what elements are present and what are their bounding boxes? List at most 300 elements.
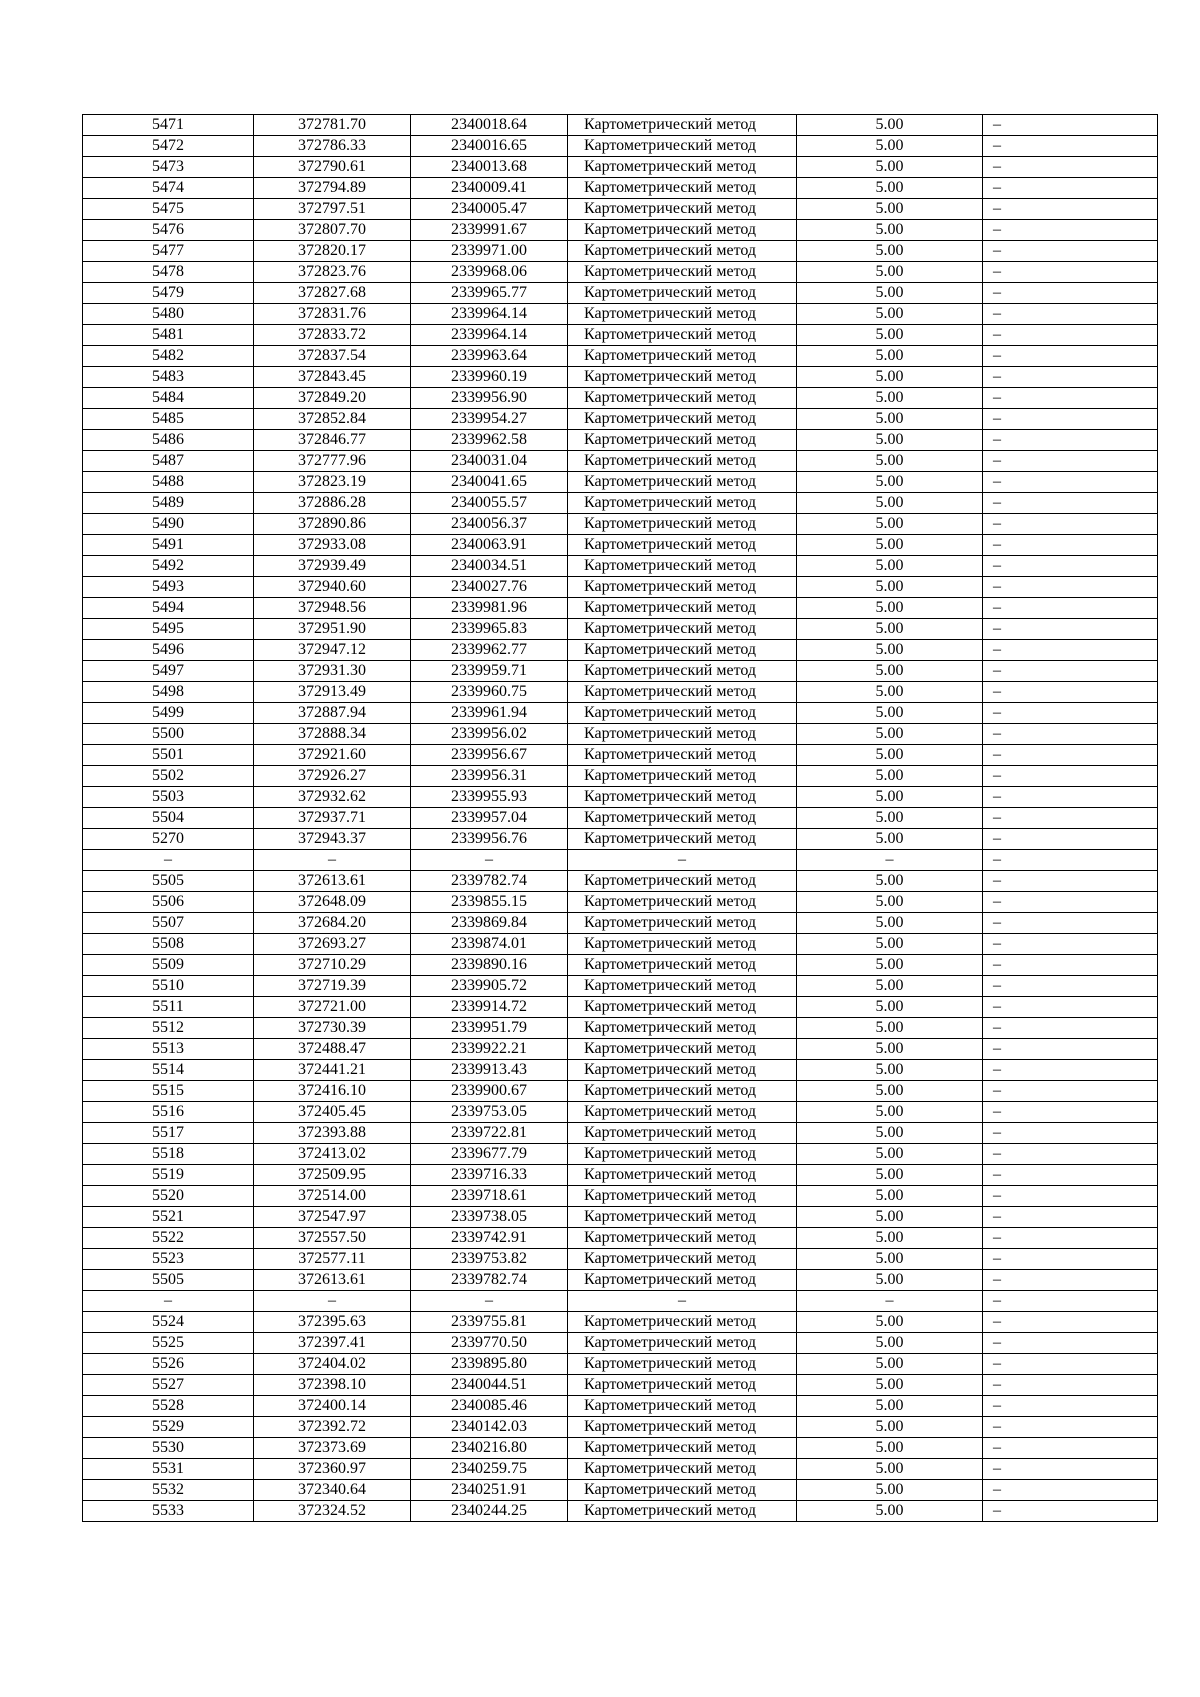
description-cell: –: [983, 577, 1158, 598]
x-coordinate-cell: 372943.37: [254, 829, 411, 850]
accuracy-cell: 5.00: [797, 598, 983, 619]
y-coordinate-cell: 2339914.72: [411, 997, 568, 1018]
method-cell: Картометрический метод: [568, 1312, 797, 1333]
accuracy-cell: 5.00: [797, 1039, 983, 1060]
table-row: [83, 577, 1158, 598]
accuracy-cell: 5.00: [797, 724, 983, 745]
x-coordinate-cell: 372823.76: [254, 262, 411, 283]
accuracy-cell: 5.00: [797, 325, 983, 346]
description-cell: –: [983, 1144, 1158, 1165]
accuracy-cell: 5.00: [797, 1438, 983, 1459]
point-number-cell: 5521: [83, 1207, 254, 1228]
point-number-cell: 5505: [83, 871, 254, 892]
point-number-cell: 5478: [83, 262, 254, 283]
point-number-cell: 5477: [83, 241, 254, 262]
y-coordinate-cell: 2339965.77: [411, 283, 568, 304]
method-cell: Картометрический метод: [568, 955, 797, 976]
method-cell: Картометрический метод: [568, 1081, 797, 1102]
x-coordinate-cell: 372488.47: [254, 1039, 411, 1060]
description-cell: –: [983, 1018, 1158, 1039]
accuracy-cell: 5.00: [797, 787, 983, 808]
method-cell: Картометрический метод: [568, 535, 797, 556]
x-coordinate-cell: 372843.45: [254, 367, 411, 388]
table-row: [83, 1228, 1158, 1249]
y-coordinate-cell: 2339753.82: [411, 1249, 568, 1270]
point-number-cell: 5510: [83, 976, 254, 997]
x-coordinate-cell: 372710.29: [254, 955, 411, 976]
y-coordinate-cell: 2339971.00: [411, 241, 568, 262]
accuracy-cell: 5.00: [797, 1060, 983, 1081]
accuracy-cell: 5.00: [797, 829, 983, 850]
accuracy-cell: 5.00: [797, 1501, 983, 1522]
table-row: [83, 1018, 1158, 1039]
description-cell: –: [983, 871, 1158, 892]
table-row: [83, 955, 1158, 976]
description-cell: –: [983, 241, 1158, 262]
accuracy-cell: 5.00: [797, 577, 983, 598]
x-coordinate-cell: 372514.00: [254, 1186, 411, 1207]
point-number-cell: 5493: [83, 577, 254, 598]
point-number-cell: 5498: [83, 682, 254, 703]
x-coordinate-cell: 372557.50: [254, 1228, 411, 1249]
point-number-cell: 5517: [83, 1123, 254, 1144]
x-coordinate-cell: 372648.09: [254, 892, 411, 913]
x-coordinate-cell: 372777.96: [254, 451, 411, 472]
y-coordinate-cell: 2340009.41: [411, 178, 568, 199]
y-coordinate-cell: 2339716.33: [411, 1165, 568, 1186]
y-coordinate-cell: 2340056.37: [411, 514, 568, 535]
method-cell: Картометрический метод: [568, 703, 797, 724]
x-coordinate-cell: 372833.72: [254, 325, 411, 346]
x-coordinate-cell: 372404.02: [254, 1354, 411, 1375]
point-number-cell: 5482: [83, 346, 254, 367]
point-number-cell: 5488: [83, 472, 254, 493]
point-number-cell: –: [83, 1291, 254, 1312]
method-cell: Картометрический метод: [568, 1396, 797, 1417]
method-cell: Картометрический метод: [568, 682, 797, 703]
accuracy-cell: 5.00: [797, 178, 983, 199]
x-coordinate-cell: 372846.77: [254, 430, 411, 451]
accuracy-cell: 5.00: [797, 493, 983, 514]
description-cell: –: [983, 913, 1158, 934]
point-number-cell: 5474: [83, 178, 254, 199]
y-coordinate-cell: 2339782.74: [411, 871, 568, 892]
accuracy-cell: 5.00: [797, 1144, 983, 1165]
table-row: [83, 535, 1158, 556]
table-row: [83, 724, 1158, 745]
x-coordinate-cell: 372939.49: [254, 556, 411, 577]
point-number-cell: 5490: [83, 514, 254, 535]
method-cell: Картометрический метод: [568, 1207, 797, 1228]
x-coordinate-cell: 372577.11: [254, 1249, 411, 1270]
table-row: [83, 1312, 1158, 1333]
table-row: [83, 913, 1158, 934]
description-cell: –: [983, 1123, 1158, 1144]
method-cell: Картометрический метод: [568, 1186, 797, 1207]
method-cell: Картометрический метод: [568, 1270, 797, 1291]
x-coordinate-cell: 372395.63: [254, 1312, 411, 1333]
description-cell: –: [983, 1396, 1158, 1417]
method-cell: Картометрический метод: [568, 556, 797, 577]
table-row: [83, 430, 1158, 451]
point-number-cell: 5531: [83, 1459, 254, 1480]
point-number-cell: 5501: [83, 745, 254, 766]
y-coordinate-cell: 2339968.06: [411, 262, 568, 283]
description-cell: –: [983, 220, 1158, 241]
point-number-cell: 5475: [83, 199, 254, 220]
description-cell: –: [983, 1375, 1158, 1396]
y-coordinate-cell: 2340063.91: [411, 535, 568, 556]
point-number-cell: 5518: [83, 1144, 254, 1165]
accuracy-cell: 5.00: [797, 1312, 983, 1333]
description-cell: –: [983, 325, 1158, 346]
y-coordinate-cell: 2339956.31: [411, 766, 568, 787]
point-number-cell: 5515: [83, 1081, 254, 1102]
description-cell: –: [983, 1165, 1158, 1186]
y-coordinate-cell: 2340251.91: [411, 1480, 568, 1501]
accuracy-cell: 5.00: [797, 1333, 983, 1354]
method-cell: Картометрический метод: [568, 577, 797, 598]
method-cell: Картометрический метод: [568, 178, 797, 199]
x-coordinate-cell: 372613.61: [254, 871, 411, 892]
point-number-cell: 5512: [83, 1018, 254, 1039]
x-coordinate-cell: 372797.51: [254, 199, 411, 220]
accuracy-cell: –: [797, 1291, 983, 1312]
table-row: [83, 1501, 1158, 1522]
y-coordinate-cell: 2339964.14: [411, 304, 568, 325]
table-row: [83, 787, 1158, 808]
table-row: [83, 1333, 1158, 1354]
method-cell: Картометрический метод: [568, 1459, 797, 1480]
description-cell: –: [983, 262, 1158, 283]
y-coordinate-cell: 2339677.79: [411, 1144, 568, 1165]
description-cell: –: [983, 850, 1158, 871]
accuracy-cell: 5.00: [797, 283, 983, 304]
method-cell: Картометрический метод: [568, 913, 797, 934]
method-cell: Картометрический метод: [568, 1060, 797, 1081]
accuracy-cell: 5.00: [797, 1102, 983, 1123]
x-coordinate-cell: 372951.90: [254, 619, 411, 640]
point-number-cell: 5500: [83, 724, 254, 745]
table-row: [83, 346, 1158, 367]
y-coordinate-cell: 2339965.83: [411, 619, 568, 640]
x-coordinate-cell: 372837.54: [254, 346, 411, 367]
table-row: [83, 136, 1158, 157]
method-cell: Картометрический метод: [568, 976, 797, 997]
method-cell: Картометрический метод: [568, 934, 797, 955]
point-number-cell: 5505: [83, 1270, 254, 1291]
description-cell: –: [983, 1102, 1158, 1123]
y-coordinate-cell: –: [411, 850, 568, 871]
table-row: [83, 829, 1158, 850]
point-number-cell: 5495: [83, 619, 254, 640]
accuracy-cell: 5.00: [797, 661, 983, 682]
x-coordinate-cell: 372400.14: [254, 1396, 411, 1417]
accuracy-cell: 5.00: [797, 1417, 983, 1438]
y-coordinate-cell: 2339954.27: [411, 409, 568, 430]
y-coordinate-cell: 2339962.58: [411, 430, 568, 451]
x-coordinate-cell: 372721.00: [254, 997, 411, 1018]
description-cell: –: [983, 787, 1158, 808]
description-cell: –: [983, 304, 1158, 325]
point-number-cell: 5528: [83, 1396, 254, 1417]
x-coordinate-cell: 372397.41: [254, 1333, 411, 1354]
point-number-cell: 5524: [83, 1312, 254, 1333]
table-row: [83, 1270, 1158, 1291]
x-coordinate-cell: 372373.69: [254, 1438, 411, 1459]
method-cell: Картометрический метод: [568, 787, 797, 808]
accuracy-cell: 5.00: [797, 1375, 983, 1396]
table-row: [83, 850, 1158, 871]
x-coordinate-cell: 372940.60: [254, 577, 411, 598]
accuracy-cell: 5.00: [797, 157, 983, 178]
y-coordinate-cell: 2339956.67: [411, 745, 568, 766]
description-cell: –: [983, 640, 1158, 661]
description-cell: –: [983, 976, 1158, 997]
description-cell: –: [983, 1270, 1158, 1291]
x-coordinate-cell: 372786.33: [254, 136, 411, 157]
point-number-cell: 5492: [83, 556, 254, 577]
table-row: [83, 304, 1158, 325]
description-cell: –: [983, 115, 1158, 136]
x-coordinate-cell: 372719.39: [254, 976, 411, 997]
point-number-cell: 5520: [83, 1186, 254, 1207]
x-coordinate-cell: 372926.27: [254, 766, 411, 787]
accuracy-cell: 5.00: [797, 892, 983, 913]
method-cell: Картометрический метод: [568, 745, 797, 766]
method-cell: Картометрический метод: [568, 766, 797, 787]
y-coordinate-cell: 2340055.57: [411, 493, 568, 514]
description-cell: –: [983, 682, 1158, 703]
table-row: [83, 409, 1158, 430]
description-cell: –: [983, 703, 1158, 724]
description-cell: –: [983, 1060, 1158, 1081]
table-row: [83, 1438, 1158, 1459]
y-coordinate-cell: 2340244.25: [411, 1501, 568, 1522]
accuracy-cell: 5.00: [797, 745, 983, 766]
description-cell: –: [983, 346, 1158, 367]
coordinates-table: [82, 114, 1158, 1522]
y-coordinate-cell: 2339991.67: [411, 220, 568, 241]
accuracy-cell: 5.00: [797, 136, 983, 157]
table-row: [83, 514, 1158, 535]
method-cell: Картометрический метод: [568, 367, 797, 388]
table-row: [83, 1249, 1158, 1270]
table-row: [83, 598, 1158, 619]
y-coordinate-cell: 2339956.02: [411, 724, 568, 745]
method-cell: Картометрический метод: [568, 115, 797, 136]
table-row: [83, 1207, 1158, 1228]
point-number-cell: 5519: [83, 1165, 254, 1186]
y-coordinate-cell: 2340031.04: [411, 451, 568, 472]
method-cell: Картометрический метод: [568, 136, 797, 157]
y-coordinate-cell: 2339755.81: [411, 1312, 568, 1333]
point-number-cell: 5489: [83, 493, 254, 514]
y-coordinate-cell: 2339895.80: [411, 1354, 568, 1375]
point-number-cell: 5532: [83, 1480, 254, 1501]
description-cell: –: [983, 157, 1158, 178]
point-number-cell: 5480: [83, 304, 254, 325]
description-cell: –: [983, 1207, 1158, 1228]
method-cell: Картометрический метод: [568, 997, 797, 1018]
point-number-cell: 5479: [83, 283, 254, 304]
point-number-cell: 5496: [83, 640, 254, 661]
accuracy-cell: 5.00: [797, 640, 983, 661]
description-cell: –: [983, 1354, 1158, 1375]
x-coordinate-cell: 372794.89: [254, 178, 411, 199]
y-coordinate-cell: 2339753.05: [411, 1102, 568, 1123]
description-cell: –: [983, 367, 1158, 388]
point-number-cell: 5511: [83, 997, 254, 1018]
description-cell: –: [983, 892, 1158, 913]
method-cell: Картометрический метод: [568, 346, 797, 367]
point-number-cell: 5472: [83, 136, 254, 157]
table-row: [83, 115, 1158, 136]
description-cell: –: [983, 493, 1158, 514]
x-coordinate-cell: 372948.56: [254, 598, 411, 619]
accuracy-cell: 5.00: [797, 430, 983, 451]
point-number-cell: 5508: [83, 934, 254, 955]
accuracy-cell: 5.00: [797, 241, 983, 262]
table-row: [83, 661, 1158, 682]
x-coordinate-cell: 372324.52: [254, 1501, 411, 1522]
method-cell: Картометрический метод: [568, 808, 797, 829]
table-row: [83, 934, 1158, 955]
x-coordinate-cell: 372730.39: [254, 1018, 411, 1039]
point-number-cell: 5507: [83, 913, 254, 934]
table-row: [83, 1123, 1158, 1144]
table-row: [83, 199, 1158, 220]
y-coordinate-cell: 2340142.03: [411, 1417, 568, 1438]
description-cell: –: [983, 724, 1158, 745]
method-cell: Картометрический метод: [568, 640, 797, 661]
method-cell: Картометрический метод: [568, 241, 797, 262]
point-number-cell: 5503: [83, 787, 254, 808]
x-coordinate-cell: 372849.20: [254, 388, 411, 409]
accuracy-cell: 5.00: [797, 1123, 983, 1144]
accuracy-cell: 5.00: [797, 1480, 983, 1501]
description-cell: –: [983, 1312, 1158, 1333]
accuracy-cell: 5.00: [797, 262, 983, 283]
method-cell: Картометрический метод: [568, 262, 797, 283]
point-number-cell: 5530: [83, 1438, 254, 1459]
table-row: [83, 1291, 1158, 1312]
y-coordinate-cell: 2339962.77: [411, 640, 568, 661]
table-row: [83, 1165, 1158, 1186]
x-coordinate-cell: 372413.02: [254, 1144, 411, 1165]
description-cell: –: [983, 1228, 1158, 1249]
description-cell: –: [983, 388, 1158, 409]
description-cell: –: [983, 1333, 1158, 1354]
x-coordinate-cell: 372947.12: [254, 640, 411, 661]
y-coordinate-cell: 2340005.47: [411, 199, 568, 220]
accuracy-cell: 5.00: [797, 913, 983, 934]
point-number-cell: 5525: [83, 1333, 254, 1354]
x-coordinate-cell: 372890.86: [254, 514, 411, 535]
table-row: [83, 1186, 1158, 1207]
table-row: [83, 703, 1158, 724]
accuracy-cell: 5.00: [797, 955, 983, 976]
description-cell: –: [983, 283, 1158, 304]
description-cell: –: [983, 451, 1158, 472]
point-number-cell: 5494: [83, 598, 254, 619]
y-coordinate-cell: 2340034.51: [411, 556, 568, 577]
table-row: [83, 262, 1158, 283]
description-cell: –: [983, 1438, 1158, 1459]
y-coordinate-cell: 2340085.46: [411, 1396, 568, 1417]
method-cell: Картометрический метод: [568, 871, 797, 892]
description-cell: –: [983, 472, 1158, 493]
accuracy-cell: 5.00: [797, 682, 983, 703]
description-cell: –: [983, 1480, 1158, 1501]
table-row: [83, 619, 1158, 640]
accuracy-cell: 5.00: [797, 1165, 983, 1186]
y-coordinate-cell: 2339951.79: [411, 1018, 568, 1039]
accuracy-cell: 5.00: [797, 220, 983, 241]
x-coordinate-cell: 372886.28: [254, 493, 411, 514]
method-cell: Картометрический метод: [568, 1375, 797, 1396]
method-cell: Картометрический метод: [568, 220, 797, 241]
y-coordinate-cell: 2339855.15: [411, 892, 568, 913]
table-row: [83, 1081, 1158, 1102]
table-row: [83, 367, 1158, 388]
y-coordinate-cell: 2339770.50: [411, 1333, 568, 1354]
description-cell: –: [983, 1501, 1158, 1522]
y-coordinate-cell: 2339960.19: [411, 367, 568, 388]
table-row: [83, 1375, 1158, 1396]
description-cell: –: [983, 430, 1158, 451]
method-cell: Картометрический метод: [568, 1501, 797, 1522]
y-coordinate-cell: 2339956.90: [411, 388, 568, 409]
description-cell: –: [983, 598, 1158, 619]
x-coordinate-cell: 372831.76: [254, 304, 411, 325]
table-row: [83, 1480, 1158, 1501]
x-coordinate-cell: 372392.72: [254, 1417, 411, 1438]
table-row: [83, 451, 1158, 472]
method-cell: Картометрический метод: [568, 1354, 797, 1375]
table-row: [83, 1354, 1158, 1375]
accuracy-cell: 5.00: [797, 766, 983, 787]
x-coordinate-cell: 372888.34: [254, 724, 411, 745]
table-row: [83, 682, 1158, 703]
accuracy-cell: 5.00: [797, 1207, 983, 1228]
method-cell: Картометрический метод: [568, 283, 797, 304]
point-number-cell: 5481: [83, 325, 254, 346]
description-cell: –: [983, 1459, 1158, 1480]
table-row: [83, 472, 1158, 493]
description-cell: –: [983, 556, 1158, 577]
accuracy-cell: 5.00: [797, 514, 983, 535]
description-cell: –: [983, 808, 1158, 829]
accuracy-cell: 5.00: [797, 703, 983, 724]
table-row: [83, 1039, 1158, 1060]
method-cell: Картометрический метод: [568, 619, 797, 640]
x-coordinate-cell: 372913.49: [254, 682, 411, 703]
y-coordinate-cell: 2340018.64: [411, 115, 568, 136]
y-coordinate-cell: 2339869.84: [411, 913, 568, 934]
method-cell: Картометрический метод: [568, 1249, 797, 1270]
y-coordinate-cell: 2339922.21: [411, 1039, 568, 1060]
point-number-cell: 5502: [83, 766, 254, 787]
method-cell: Картометрический метод: [568, 1123, 797, 1144]
table-row: [83, 1459, 1158, 1480]
point-number-cell: 5533: [83, 1501, 254, 1522]
method-cell: Картометрический метод: [568, 829, 797, 850]
point-number-cell: 5526: [83, 1354, 254, 1375]
accuracy-cell: –: [797, 850, 983, 871]
table-row: [83, 220, 1158, 241]
x-coordinate-cell: 372933.08: [254, 535, 411, 556]
